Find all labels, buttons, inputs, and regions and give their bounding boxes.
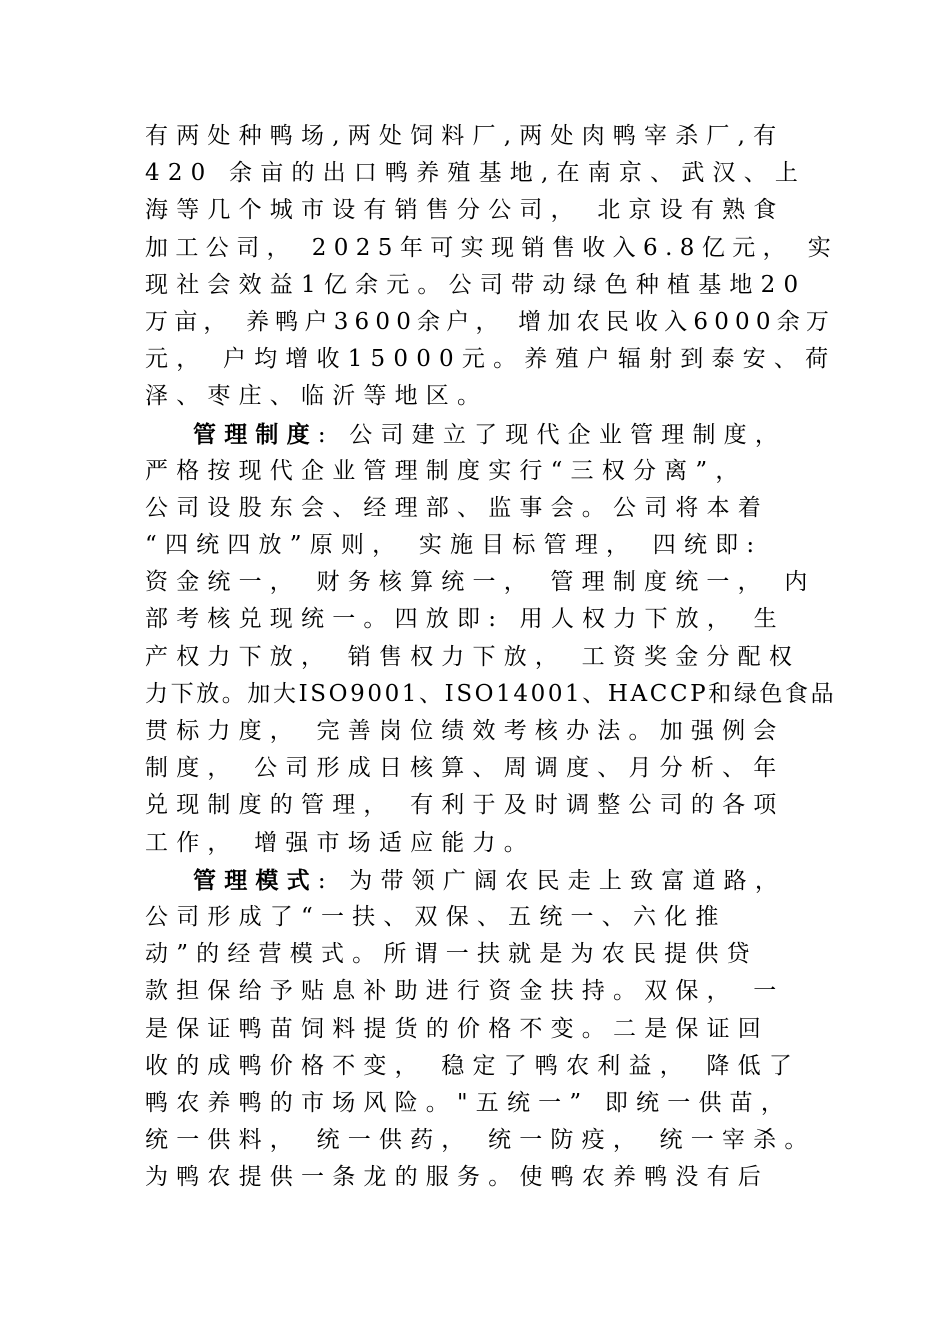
text-line: 公司设股东会、经理部、监事会。公司将本着 <box>145 494 769 521</box>
text-line: 动”的经营模式。所谓一扶就是为农民提供贷 <box>145 941 758 968</box>
text-line: 收的成鸭价格不变， 稳定了鸭农利益， 降低了 <box>145 1052 801 1079</box>
text-line: 部考核兑现统一。四放即: 用人权力下放， 生 <box>145 606 785 633</box>
text-line: 严格按现代企业管理制度实行“三权分离”， <box>145 457 747 484</box>
text-line: 加工公司， 2025年可实现销售收入6.8亿元， 实 <box>145 234 839 261</box>
text-line: 万亩， 养鸭户3600余户， 增加农民收入6000余万 <box>145 308 836 335</box>
text-line: 420 余亩的出口鸭养殖基地,在南京、武汉、上 <box>145 160 807 187</box>
text-line: 泽、枣庄、临沂等地区。 <box>145 383 489 410</box>
text-line: 海等几个城市设有销售分公司， 北京设有熟食 <box>145 197 785 224</box>
text-line: 资金统一， 财务核算统一， 管理制度统一， 内 <box>145 569 816 596</box>
text-line: 鸭农养鸭的市场风险。"五统一” 即统一供苗， <box>145 1089 793 1116</box>
text-line: “四统四放”原则， 实施目标管理， 四统即: <box>145 532 763 559</box>
text-line: 工作， 增强市场适应能力。 <box>145 829 535 856</box>
text-line: 贯标力度， 完善岗位绩效考核办法。加强例会 <box>145 718 785 744</box>
text-line: 是保证鸭苗饲料提货的价格不变。二是保证回 <box>145 1015 769 1042</box>
text-line: 产权力下放， 销售权力下放， 工资奖金分配权 <box>145 643 801 670</box>
text-line: 现社会效益1亿余元。公司带动绿色种植基地20 <box>145 271 807 298</box>
document-body <box>145 118 839 1196</box>
paragraph-first-line <box>145 862 835 899</box>
section-heading-management-model: 管理模式 <box>193 866 318 894</box>
text-line-rest: : 公司建立了现代企业管理制度， <box>317 421 787 448</box>
text-line: 款担保给予贴息补助进行资金扶持。双保， 一 <box>145 978 785 1005</box>
text-line-rest: : 为带领广阔农民走上致富道路， <box>317 867 787 894</box>
paragraph-first-line <box>145 416 835 453</box>
text-line: 有两处种鸭场,两处饲料厂,两处肉鸭宰杀厂,有 <box>145 123 785 149</box>
section-heading-management-system: 管理制度 <box>193 420 318 448</box>
text-line: 元， 户均增收15000元。养殖户辐射到泰安、荷 <box>145 346 837 373</box>
text-line: 公司形成了“一扶、双保、五统一、六化推 <box>145 903 727 930</box>
text-line: 力下放。加大ISO9001、ISO14001、HACCP和绿色食品 <box>145 680 837 707</box>
text-line: 制度， 公司形成日核算、周调度、月分析、年 <box>145 755 785 782</box>
text-line: 为鸭农提供一条龙的服务。使鸭农养鸭没有后 <box>145 1164 769 1191</box>
text-line: 兑现制度的管理， 有利于及时调整公司的各项 <box>145 792 785 819</box>
text-line: 统一供料， 统一供药， 统一防疫， 统一宰杀。 <box>145 1127 816 1154</box>
